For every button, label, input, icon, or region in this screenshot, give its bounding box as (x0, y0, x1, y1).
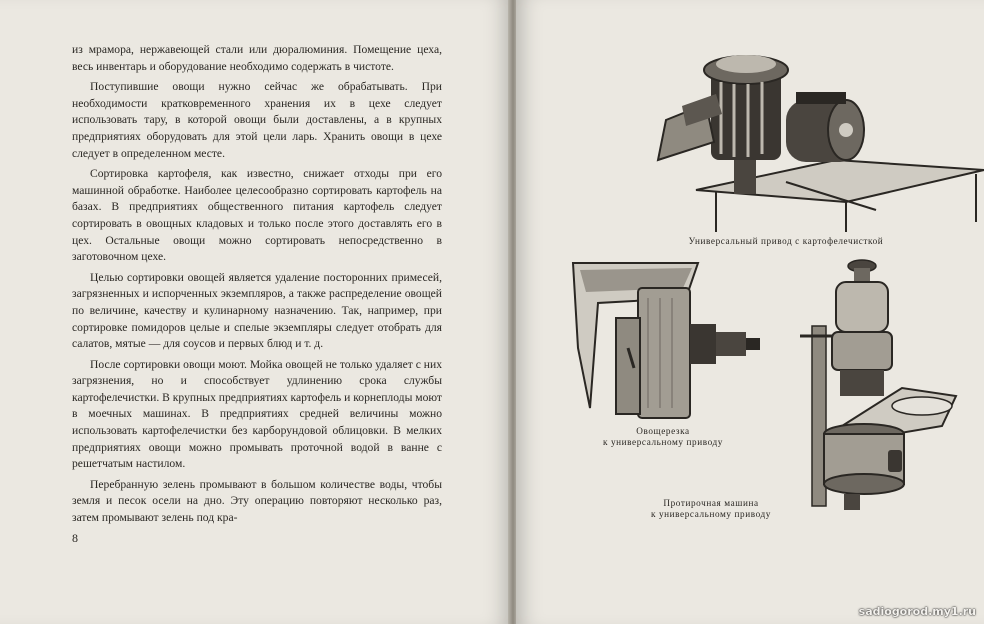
caption-rubbing-machine-subtitle: к универсальному приводу (650, 509, 771, 519)
caption-vegetable-cutter-subtitle: к универсальному приводу (602, 437, 723, 447)
watermark-text: sadiogorod.my1.ru (858, 605, 976, 618)
paragraph-3: Сортировка картофеля, как известно, снижает отходы при его машинной обработке. Наиболее целесообразно сортировать картофель на базах. В предприятиях общественного питания картофель следует сортировать в овощных кладовых и только после этого доставлять его в цех. Остальные овощи можно сортировать непосредственно в заготовочном цехе. (72, 167, 442, 264)
caption-rubbing-machine-title: Протирочная машина (663, 498, 759, 508)
paragraph-4: Целью сортировки овощей является удаление посторонних примесей, загрязненных и испорченных экземпляров, а также распределение овощей по величине, качеству и кулинарному назначению. Так, например, при сортировке помидоров целые и спелые экземпляры следует отобрать для салатов, мятые — для соусов и первых блюд и т. д. (72, 270, 442, 351)
paragraph-2: Поступившие овощи нужно сейчас же обрабатывать. При необходимости кратковременного хранения их в цехе следует использовать тару, в которой овощи были доставлены, а в крупных предприятиях оборудовать для этой цели ларь. Хранить овощи в цехе следует в определенном месте. (72, 80, 442, 160)
paragraph-1: из мрамора, нержавеющей стали или дюралюминия. Помещение цеха, весь инвентарь и оборудование необходимо содержать в чистоте. (72, 43, 442, 73)
universal-drive-illustration (636, 42, 984, 232)
page-number: 8 (72, 531, 78, 545)
caption-universal-drive: Универсальный привод с картофелечисткой (688, 236, 884, 246)
rubbing-machine-illustration (792, 256, 962, 516)
caption-vegetable-cutter-title: Овощерезка (636, 426, 690, 436)
body-text (72, 42, 442, 531)
paragraph-6: Перебранную зелень промывают в большом количестве воды, чтобы земля и песок осели на дно. Эту операцию повторяют несколько раз, затем промывают зелень под кра- (72, 477, 442, 525)
vegetable-cutter-illustration (568, 258, 768, 426)
paragraph-5: После сортировки овощи моют. Мойка овощей не только удаляет с них загрязнения, но и способствует удлинению срока службы картофелечистки. В крупных предприятиях картофель и корнеплоды моют в моечных машинах. В предприятиях средней величины можно использовать картофелечистки без карборундовой облицовки. В мелких предприятиях овощи можно промывать проточной водой в ванне с решетчатым настилом. (72, 357, 442, 471)
right-page (516, 0, 984, 624)
